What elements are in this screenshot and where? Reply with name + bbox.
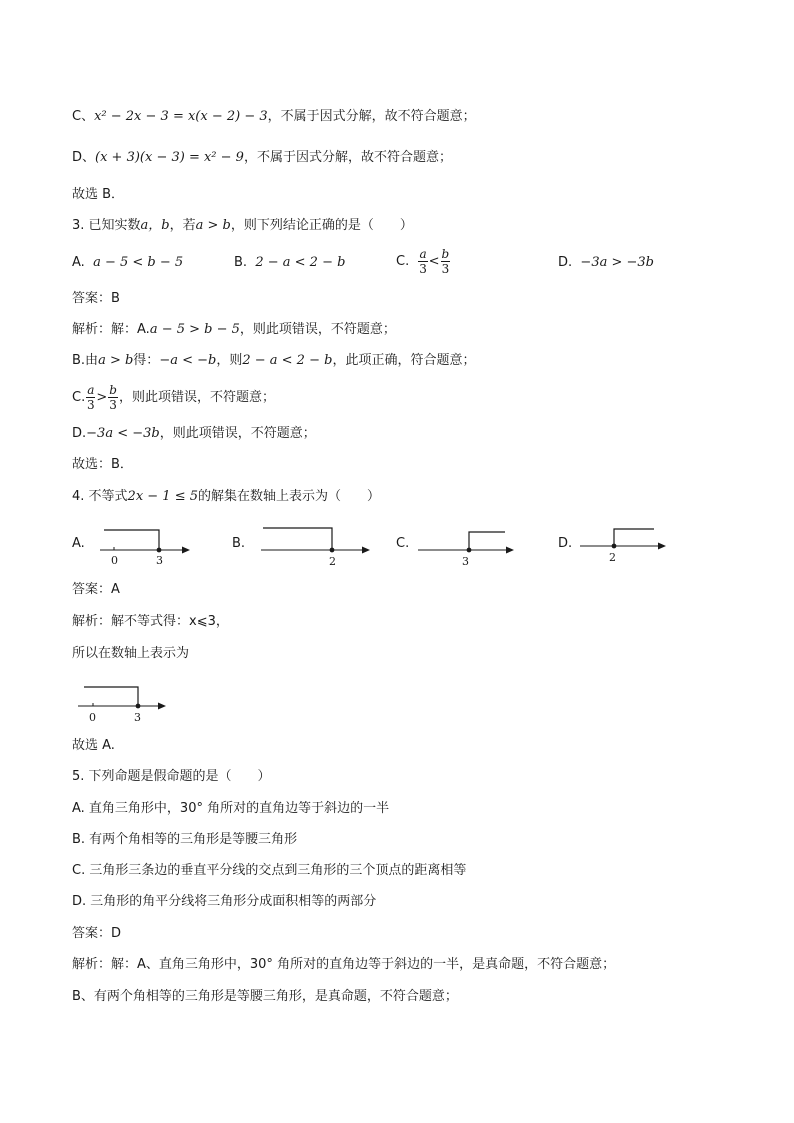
q5-option-a: A. 直角三角形中，30° 角所对的直角边等于斜边的一半 [72, 801, 390, 816]
item-c-expression: x² − 2x − 3 = x(x − 2) − 3 [94, 109, 268, 124]
item-c-line [72, 108, 476, 126]
q5-analysis-b: B、有两个角相等的三角形是等腰三角形，是真命题，不符合题意； [72, 989, 458, 1004]
q3-analysis-b-expr2: −a < −b [159, 353, 217, 368]
q3-option-c [396, 244, 451, 280]
solution-bracket [104, 530, 159, 550]
q3-option-c-frac-right: $\frac{b}{3}$ [441, 247, 450, 276]
q3-analysis-a-prefix: 解析：解：A. [72, 322, 150, 337]
tick-label-3: 3 [462, 555, 469, 568]
tick-label-0: 0 [111, 554, 118, 567]
q3-analysis-b-prefix: B.由 [72, 353, 99, 368]
arrow-head [658, 543, 666, 550]
q5-stem: 5. 下列命题是假命题的是（ ） [72, 769, 271, 784]
q3-option-d [558, 254, 654, 272]
q4-conclusion: 故选 A. [72, 738, 115, 753]
solution-bracket [263, 528, 332, 550]
q3-option-a-expr: a − 5 < b − 5 [93, 255, 184, 270]
q3-analysis-c-frac-left: $\frac{a}{3}$ [86, 383, 95, 412]
q3-option-d-expr: −3a > −3b [580, 255, 654, 270]
solution-bracket [469, 532, 505, 550]
arrow-head [362, 547, 370, 554]
item-d-text: ，不属于因式分解，故不符合题意； [243, 150, 452, 165]
arrow-head [158, 703, 166, 710]
q4-inequality: 2x − 1 ≤ 5 [127, 489, 199, 504]
q3-option-a-label: A. [72, 255, 85, 270]
q4-solution-numberline [74, 683, 174, 727]
q4-analysis-2: 所以在数轴上表示为 [72, 646, 190, 661]
arrow-head [182, 547, 190, 554]
q3-stem-mid: ，若 [169, 218, 196, 233]
item-d-label: D、 [72, 150, 96, 165]
q3-vars: a，b [140, 218, 170, 233]
item-c-label: C、 [72, 109, 95, 124]
q3-stem-suffix: ，则下列结论正确的是（ ） [230, 218, 413, 233]
q4-stem-prefix: 4. 不等式 [72, 489, 128, 504]
q3-analysis-b-mid2: ，则 [216, 353, 243, 368]
q4-option-c-label: C. [396, 536, 410, 551]
tick-label-3: 3 [134, 711, 141, 724]
solution-bracket [84, 687, 138, 706]
q3-option-d-label: D. [558, 255, 573, 270]
q3-analysis-c [72, 380, 275, 416]
q5-option-c: C. 三角形三条边的垂直平分线的交点到三角形的三个顶点的距离相等 [72, 863, 467, 878]
q3-analysis-b [72, 352, 475, 370]
q3-stem [72, 217, 413, 235]
q3-analysis-c-frac-right: $\frac{b}{3}$ [109, 383, 117, 412]
arrow-head [506, 547, 514, 554]
q3-analysis-d-prefix: D. [72, 426, 87, 441]
q3-analysis-c-text: ，则此项错误，不符题意； [118, 390, 275, 405]
q4-answer: 答案：A [72, 582, 120, 597]
tick-label-2: 2 [609, 551, 616, 564]
q5-option-b: B. 有两个角相等的三角形是等腰三角形 [72, 832, 298, 847]
q3-option-c-label: C. [396, 254, 410, 269]
q3-analysis-d [72, 425, 316, 443]
q3-option-b [234, 254, 345, 272]
solution-bracket [614, 529, 654, 546]
q3-stem-prefix: 3. 已知实数 [72, 218, 141, 233]
q3-option-b-expr: 2 − a < 2 − b [255, 255, 346, 270]
item-d-line [72, 149, 452, 167]
item-c-text: ，不属于因式分解，故不符合题意； [267, 109, 476, 124]
q3-option-c-frac-left: $\frac{a}{3}$ [419, 247, 427, 276]
conclusion-b: 故选 B． [72, 187, 125, 202]
q5-answer: 答案：D [72, 926, 122, 941]
q3-analysis-a-expr: a − 5 > b − 5 [149, 322, 240, 337]
q4-option-b-label: B. [232, 536, 246, 551]
q3-analysis-b-mid: 得： [133, 353, 160, 368]
q3-condition: a > b [195, 218, 231, 233]
q4-option-a-label: A. [72, 536, 85, 551]
q3-option-a [72, 254, 183, 272]
q3-option-b-label: B. [234, 255, 248, 270]
q4-option-c-numberline [416, 528, 526, 570]
tick-label-0: 0 [89, 711, 96, 724]
tick-label-3: 3 [156, 554, 163, 567]
q3-analysis-d-text: ，则此项错误，不符题意； [159, 426, 316, 441]
q4-stem-suffix: 的解集在数轴上表示为（ ） [198, 489, 381, 504]
q4-option-d-numberline [578, 526, 678, 568]
q3-analysis-a-text: ，则此项错误，不符题意； [239, 322, 396, 337]
q4-analysis-1: 解析：解不等式得：x⩽3， [72, 614, 229, 629]
q3-analysis-a [72, 321, 396, 339]
q3-analysis-c-relation: > [96, 390, 108, 405]
q3-option-c-relation: < [428, 254, 440, 269]
q4-option-b-numberline [258, 523, 378, 569]
item-d-expression: (x + 3)(x − 3) = x² − 9 [95, 150, 244, 165]
q3-answer: 答案：B [72, 291, 120, 306]
q4-option-d-label: D. [558, 536, 573, 551]
q3-analysis-c-prefix: C. [72, 390, 86, 405]
q3-analysis-b-expr: a > b [98, 353, 134, 368]
tick-label-2: 2 [329, 555, 336, 568]
q4-option-a-numberline [96, 525, 196, 569]
q5-option-d: D. 三角形的角平分线将三角形分成面积相等的两部分 [72, 894, 377, 909]
q3-conclusion: 故选：B． [72, 457, 133, 472]
q5-analysis-a: 解析：解：A、直角三角形中，30° 角所对的直角边等于斜边的一半，是真命题，不符合题意； [72, 957, 616, 972]
q3-analysis-b-text: ，此项正确，符合题意； [332, 353, 476, 368]
q3-analysis-d-expr: −3a < −3b [86, 426, 160, 441]
q4-stem [72, 488, 380, 506]
q3-analysis-b-expr3: 2 − a < 2 − b [242, 353, 333, 368]
